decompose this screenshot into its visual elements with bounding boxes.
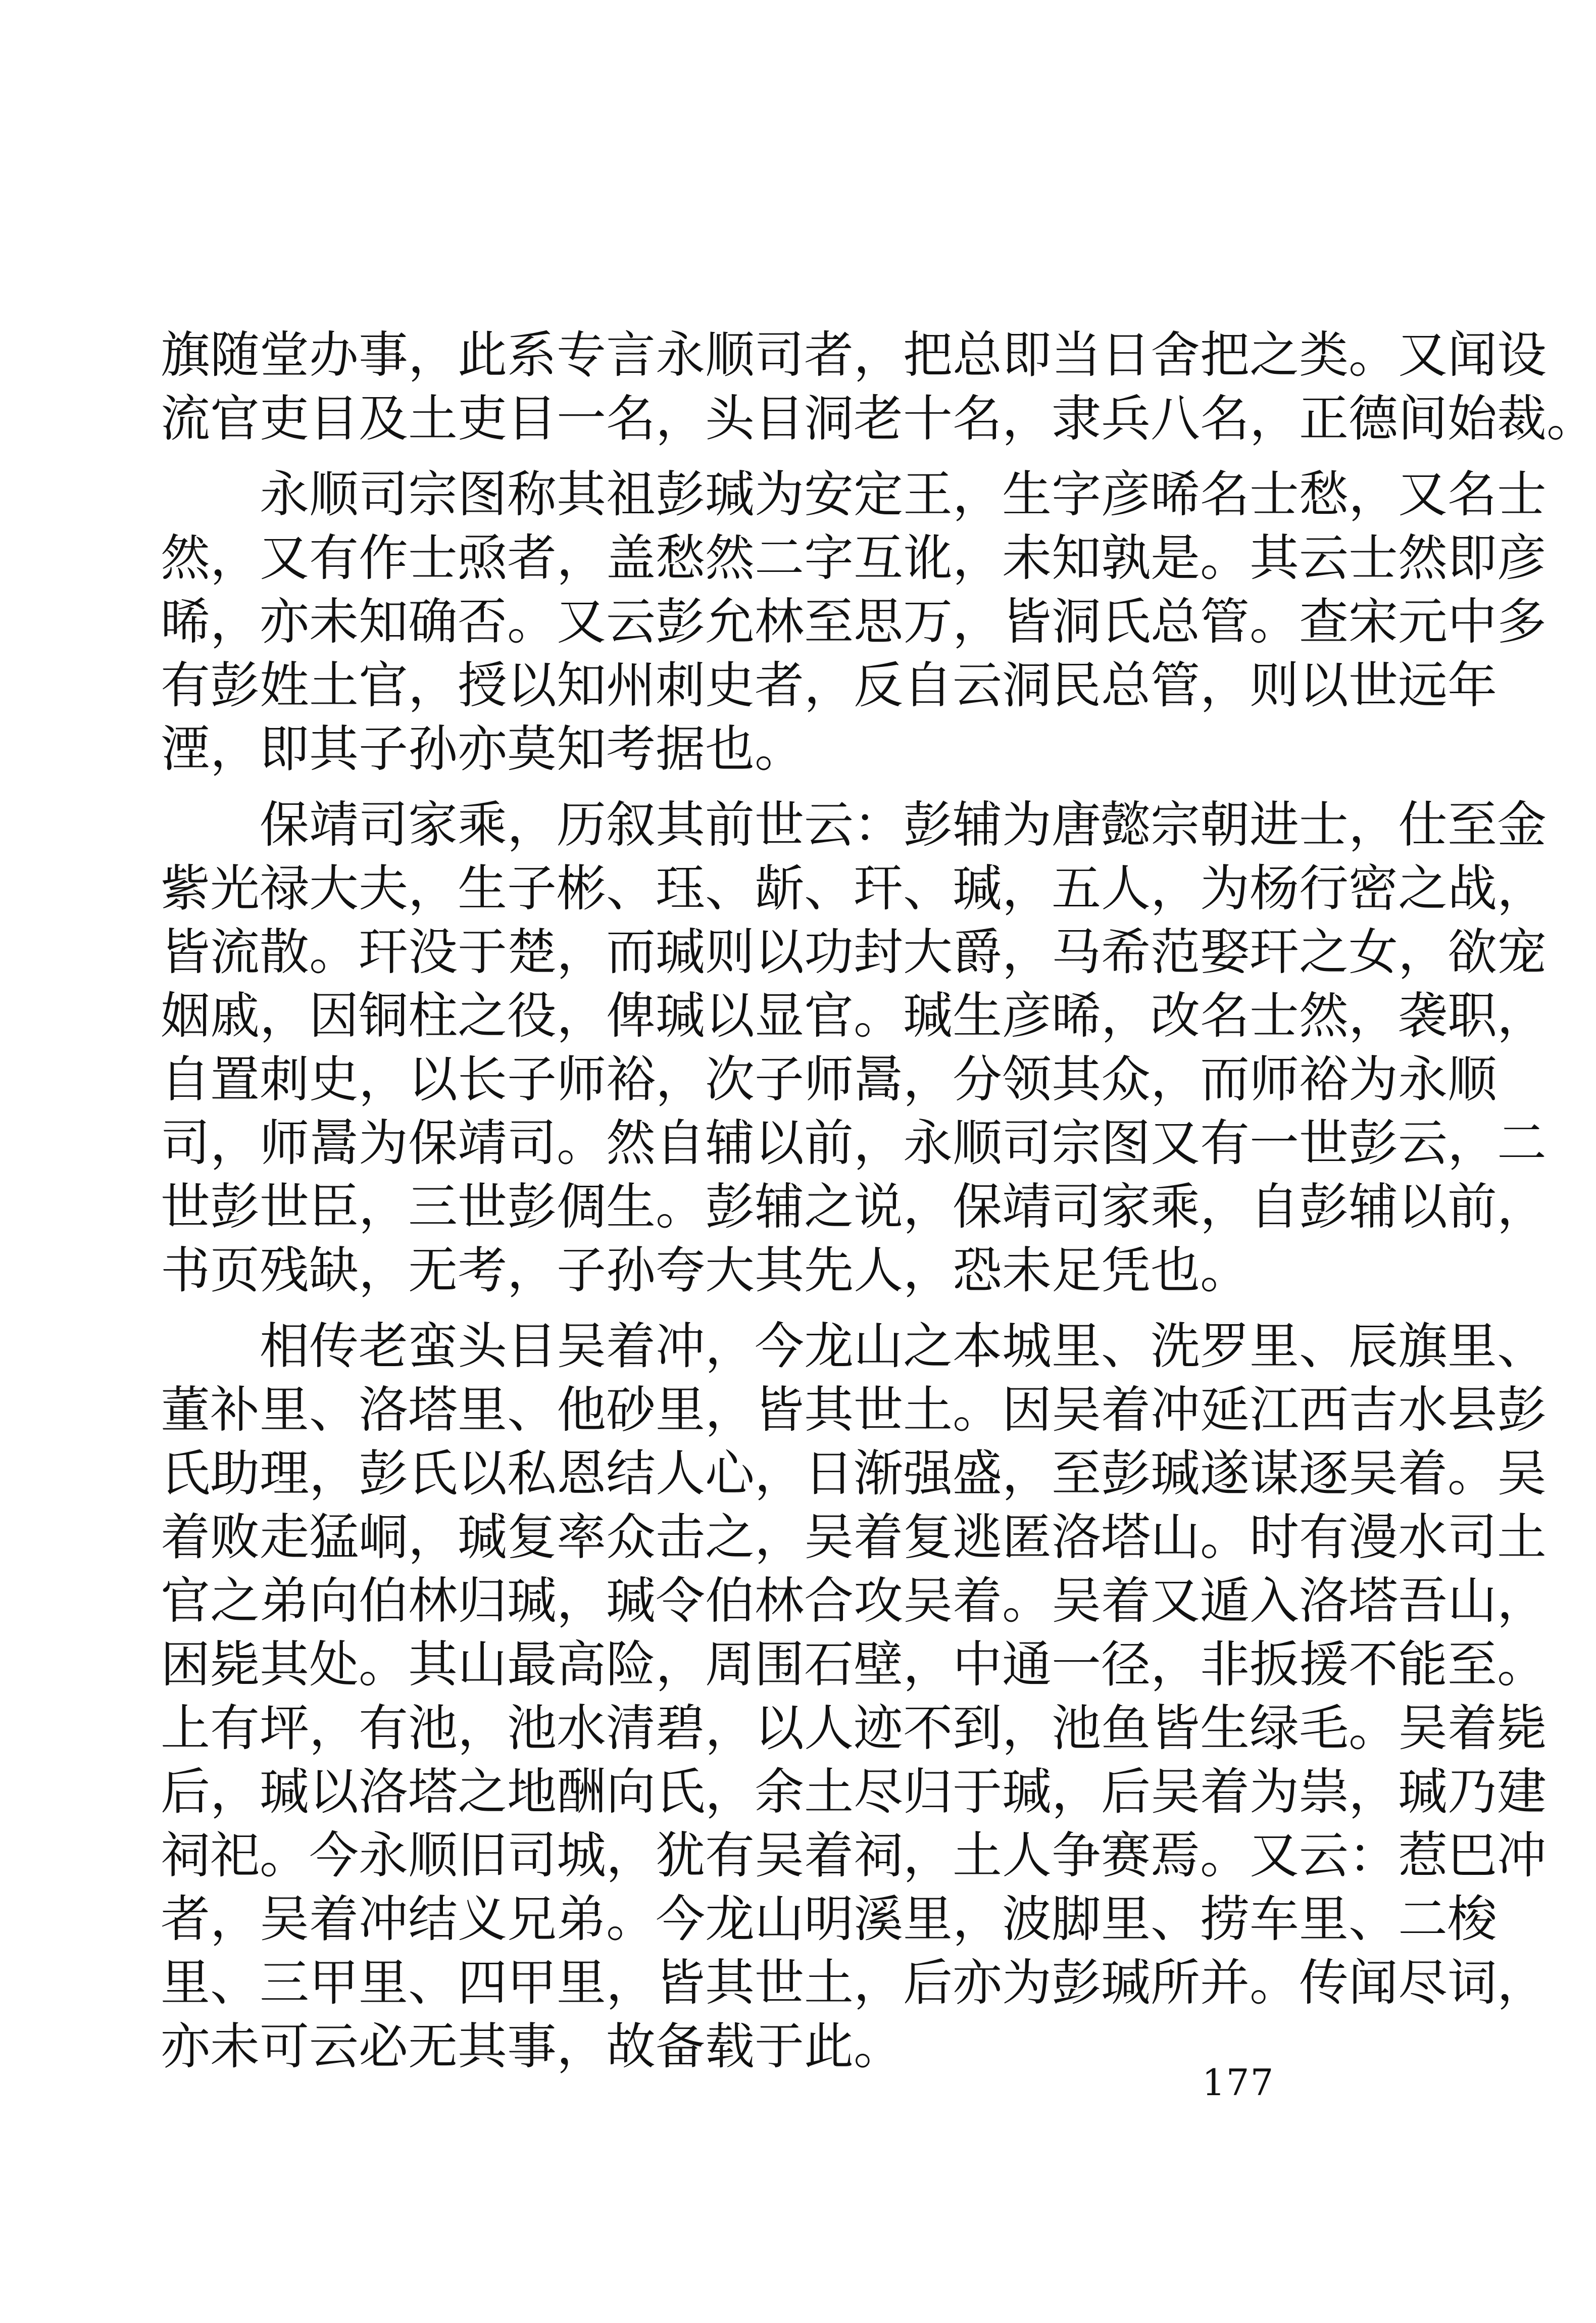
- text-line: 晞，亦未知确否。又云彭允林至思万，皆洞氏总管。查宋元中多: [161, 593, 1547, 651]
- text-line: 困毙其处。其山最高险，周围石壁，中通一径，非扳援不能至。: [161, 1636, 1547, 1693]
- text-line: 皆流散。玕没于楚，而瑊则以功封大爵，马希范娶玕之女，欲宠: [161, 924, 1547, 981]
- text-line: 着败走猛峒，瑊复率众击之，吴着复逃匿洛塔山。时有漫水司土: [161, 1509, 1547, 1566]
- text-line: 湮，即其子孙亦莫知考据也。: [161, 720, 805, 778]
- text-line: 自置刺史，以长子师裕，次子师暠，分领其众，而师裕为永顺: [161, 1051, 1498, 1108]
- body-text: [161, 323, 1596, 2078]
- paragraph-4: [161, 1315, 1547, 2078]
- text-line: 后，瑊以洛塔之地酬向氏，余土尽归于瑊，后吴着为祟，瑊乃建: [161, 1763, 1547, 1821]
- text-line: 者，吴着冲结义兄弟。今龙山明溪里，波脚里、捞车里、二梭: [161, 1891, 1498, 1948]
- text-line: 有彭姓土官，授以知州刺史者，反自云洞民总管，则以世远年: [161, 657, 1498, 714]
- text-line: 保靖司家乘，历叙其前世云：彭辅为唐懿宗朝进士，仕至金: [260, 796, 1547, 854]
- text-line: 祠祀。今永顺旧司城，犹有吴着祠，土人争赛焉。又云：惹巴冲: [161, 1827, 1547, 1884]
- paragraph-1: [161, 323, 1596, 451]
- text-line: 永顺司宗图称其祖彭瑊为安定王，生字彦晞名士愁，又名士: [260, 466, 1547, 523]
- text-line: 相传老蛮头目吴着冲，今龙山之本城里、洗罗里、辰旗里、: [260, 1318, 1547, 1375]
- text-line: 然，又有作士焏者，盖愁然二字互讹，未知孰是。其云士然即彦: [161, 529, 1547, 587]
- text-line: 上有坪，有池，池水清碧，以人迹不到，池鱼皆生绿毛。吴着毙: [161, 1700, 1547, 1757]
- text-line: 书页残缺，无考，子孙夸大其先人，恐未足凭也。: [161, 1242, 1250, 1299]
- text-line: 官之弟向伯林归瑊，瑊令伯林合攻吴着。吴着又遁入洛塔吾山，: [161, 1572, 1547, 1630]
- text-line: 董补里、洛塔里、他砂里，皆其世土。因吴着冲延江西吉水县彭: [161, 1381, 1547, 1439]
- text-line: 姻戚，因铜柱之役，俾瑊以显官。瑊生彦晞，改名士然，袭职，: [161, 987, 1547, 1045]
- text-line: 亦未可云必无其事，故备载于此。: [161, 2018, 904, 2075]
- text-line: 流官吏目及土吏目一名，头目洞老十名，隶兵八名，正德间始裁。: [161, 390, 1596, 448]
- page-number: 177: [1202, 2061, 1275, 2104]
- text-line: 紫光禄大夫，生子彬、珏、龂、玕、瑊，五人，为杨行密之战，: [161, 860, 1547, 917]
- text-line: 旗随堂办事，此系专言永顺司者，把总即当日舍把之类。又闻设: [161, 326, 1547, 384]
- text-line: 氏助理，彭氏以私恩结人心，日渐强盛，至彭瑊遂谋逐吴着。吴: [161, 1445, 1547, 1503]
- paragraph-3: [161, 793, 1547, 1302]
- text-line: 里、三甲里、四甲里，皆其世土，后亦为彭瑊所并。传闻尽词，: [161, 1954, 1547, 2012]
- paragraph-2: [161, 463, 1547, 781]
- text-line: 世彭世臣，三世彭倜生。彭辅之说，保靖司家乘，自彭辅以前，: [161, 1178, 1547, 1236]
- text-line: 司，师暠为保靖司。然自辅以前，永顺司宗图又有一世彭云，二: [161, 1115, 1547, 1172]
